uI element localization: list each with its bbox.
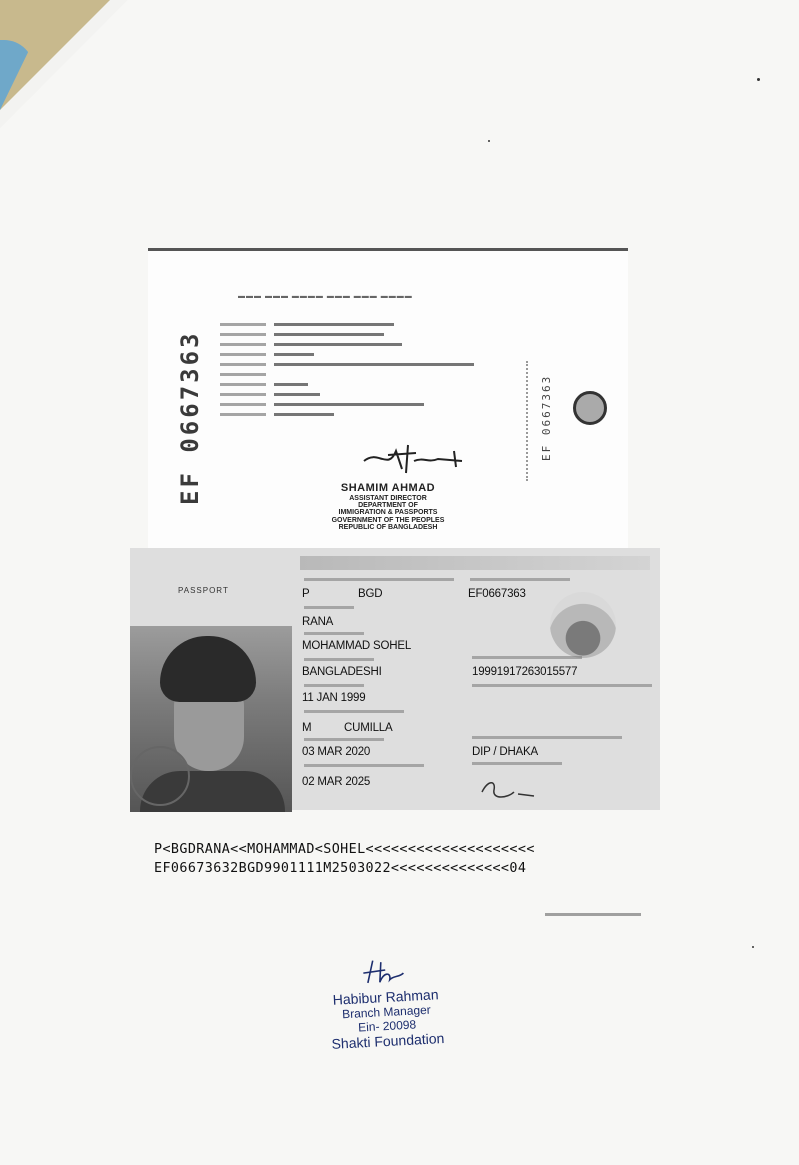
date-of-birth: 11 JAN 1999 (302, 692, 366, 704)
officer-signature-icon (358, 441, 468, 475)
attester-name: Habibur Rahman (332, 986, 439, 1008)
issuing-authority: DIP / DHAKA (472, 746, 538, 758)
officer-title-line: IMMIGRATION & PASSPORTS (338, 509, 438, 517)
page-footer-mark (545, 913, 641, 916)
attester-signature-icon (359, 957, 410, 986)
officer-title-line: ASSISTANT DIRECTOR (349, 494, 427, 502)
country-header (300, 556, 650, 570)
speck (757, 78, 760, 81)
machine-readable-zone (154, 840, 654, 878)
passport-copy (130, 248, 660, 920)
holder-photo (130, 626, 292, 812)
surname: RANA (302, 616, 334, 628)
photo-stamp-icon (130, 746, 190, 806)
attester-designation: Branch Manager (341, 1002, 432, 1022)
vertical-passport-number-small: EF 0667363 (540, 374, 553, 461)
vertical-fine-print (526, 361, 538, 481)
mrz-line-2: EF06673632BGD9901111M2503022<<<<<<<<<<<<<<04 (154, 861, 527, 876)
emblem-seal-icon (573, 391, 607, 425)
date-of-issue: 03 MAR 2020 (302, 746, 371, 758)
officer-title-line: DEPARTMENT OF (358, 501, 418, 509)
personal-number: 19991917263015577 (472, 666, 578, 678)
sex: M (302, 722, 312, 734)
passport-type: P (302, 588, 310, 600)
national-emblem-icon (550, 592, 616, 658)
vertical-passport-number: EF 0667363 (176, 330, 204, 506)
attester-organization: Shakti Foundation (331, 1030, 445, 1052)
country-code: BGD (358, 588, 383, 600)
place-of-birth: CUMILLA (344, 722, 393, 734)
attester-ein: Ein- 20098 (357, 1017, 417, 1035)
passport-upper-page (148, 248, 628, 551)
holder-signature-icon (478, 774, 538, 804)
issuing-officer (308, 483, 468, 531)
attestation-stamp (304, 954, 469, 1054)
given-name: MOHAMMAD SOHEL (302, 640, 412, 652)
nationality: BANGLADESHI (302, 666, 382, 678)
speck (488, 140, 490, 142)
document-type-label: PASSPORT (178, 586, 229, 595)
officer-title-line: GOVERNMENT OF THE PEOPLES (331, 516, 445, 524)
speck (752, 946, 754, 948)
passport-data-page (130, 548, 660, 810)
officer-name: SHAMIM AHMAD (340, 482, 436, 494)
officer-title-line: REPUBLIC OF BANGLADESH (338, 523, 438, 531)
upper-page-header: ▬▬▬ ▬▬▬ ▬▬▬▬ ▬▬▬ ▬▬▬ ▬▬▬▬ (238, 293, 413, 300)
date-of-expiry: 02 MAR 2025 (302, 776, 371, 788)
mrz-line-1: P<BGDRANA<<MOHAMMAD<SOHEL<<<<<<<<<<<<<<<<<<<< (154, 842, 535, 857)
passport-number: EF0667363 (468, 588, 526, 600)
personal-data-fields (220, 323, 490, 423)
